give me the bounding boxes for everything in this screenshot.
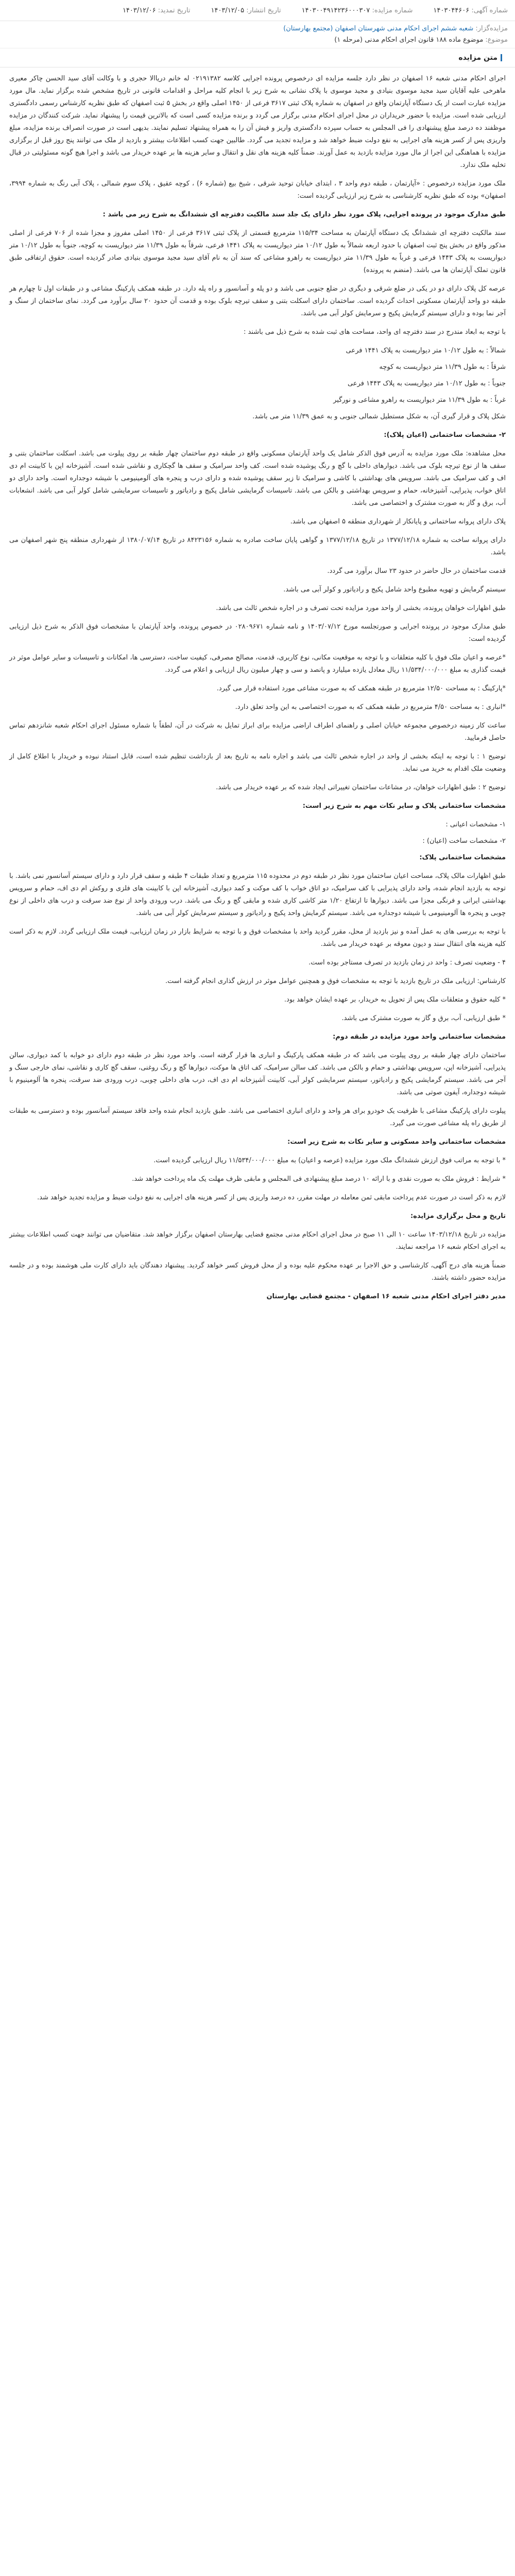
meta-item bbox=[302, 5, 413, 16]
meta-item bbox=[211, 5, 281, 16]
paragraph-heading: مشخصات ساختمانی پلاک و سایر نکات مهم به شرح زیر است: bbox=[302, 802, 506, 810]
paragraph: ضمناً هزینه های درج آگهی، کارشناسی و حق الاجرا بر عهده محکوم علیه بوده و از محل فروش کسر خواهد گردید. پیشنهاد دهندگان باید دارای کارت ملی هوشمند بوده و در جلسه مزایده حضور داشته باشند. bbox=[9, 1262, 506, 1282]
auction-text bbox=[0, 67, 515, 1319]
meta-value: ۱۴۰۳/۱۲/۰۵ bbox=[211, 7, 245, 14]
paragraph: ساعت کار زمینه درخصوص مجموعه خیابان اصلی و راهنمای اطراف اراضی مزایده برای ابراز تمایل به شرکت در آن، لطفاً با شماره مسئول اجرای احکام شعبه شانزدهم تماس حاصل فرمایید. bbox=[9, 722, 506, 742]
meta-value: موضوع ماده ۱۸۸ قانون اجرای احکام مدنی (مرحله ۱) bbox=[334, 36, 484, 44]
paragraph: ساختمان دارای چهار طبقه بر روی پیلوت می باشد که در طبقه همکف پارکینگ و انباری ها قرار گرفته است. واحد مورد نظر در طبقه دوم دارای دو خوابه با کمد دیواری، سالن پذیرایی، آشپزخانه اپن، سرویس بهداشتی و حمام و بالکن می باشد. کف سالن سرامیک، کف اتاق ها موکت، دیوارها گچ و رنگ روغنی، سقف گچ کاری و نقاشی، نمای خارجی سنگ و آجر می باشد. سیستم گرمایشی پکیج و رادیاتور، سیستم سرمایشی کولر آبی، کابینت آشپزخانه ام دی اف، درب های داخلی چوبی، درب ورودی ضد سرقت، پنجره ها آلومینیوم با شیشه دوجداره، آیفون صوتی می باشد. bbox=[9, 1052, 506, 1096]
paragraph: ملک مورد مزایده درخصوص : «آپارتمان ، طبقه دوم واحد ۳ ، ابتدای خیابان توحید شرقی ، شیخ بیع (شماره ۶) ، کوچه عقیق ، پلاک سوم شمالی ، پلاک آبی رنگ به شماره ۳۹۹۴، اصفهان» بوده که طبق نظریه کارشناسی به شرح زیر ارزیابی گردیده است: bbox=[9, 180, 506, 200]
paragraph: غرباً : به طول ۱۱/۳۹ متر دیواریست به راهرو مشاعی و نورگیر bbox=[333, 396, 506, 404]
paragraph: جنوباً : به طول ۱۰/۱۲ متر دیواریست به پلاک ۱۴۴۳ فرعی bbox=[348, 380, 506, 387]
meta-details bbox=[0, 21, 515, 48]
section-title: متن مزایده bbox=[458, 54, 497, 62]
meta-key: مزایده‌گزار: bbox=[475, 25, 508, 32]
paragraph: شرقاً : به طول ۱۱/۳۹ متر دیواریست به کوچه bbox=[379, 363, 506, 371]
paragraph: توضیح ۱ : با توجه به اینکه بخشی از واحد در اجاره شخص ثالث می باشد و اجاره نامه به تاریخ بعد از بازداشت تنظیم شده است، قابل استناد نبوده و خریدار با اطلاع کامل از وضعیت ملک اقدام به خرید می نماید. bbox=[9, 753, 506, 773]
paragraph: طبق اظهارات خواهان پرونده، بخشی از واحد مورد مزایده تحت تصرف و در اجاره شخص ثالث می باشد. bbox=[216, 604, 506, 612]
paragraph: لازم به ذکر است در صورت عدم پرداخت مابقی ثمن معامله در مهلت مقرر، ده درصد واریزی پس از کسر هزینه های اجرایی به نفع دولت ضبط و مزایده تجدید خواهد شد. bbox=[37, 1194, 506, 1201]
auctioneer-link[interactable]: شعبه ششم اجرای احکام مدنی شهرستان اصفهان (مجتمع بهارستان) bbox=[283, 25, 474, 32]
paragraph: پلاک دارای پروانه ساختمانی و پایانکار از شهرداری منطقه ۵ اصفهان می باشد. bbox=[290, 518, 506, 526]
paragraph: مزایده در تاریخ ۱۴۰۳/۱۲/۱۸ ساعت ۱۰ الی ۱۱ صبح در محل اجرای احکام مدنی مجتمع قضایی بهارستان اصفهان برگزار خواهد شد. متقاضیان می توانند جهت کسب اطلاعات بیشتر به اجرای احکام شعبه ۱۶ مراجعه نمایند. bbox=[9, 1231, 506, 1251]
meta-key: تاریخ انتشار: bbox=[246, 7, 281, 14]
meta-value: ۱۴۰۳۰۴۴۶۰۶ bbox=[433, 7, 470, 14]
meta-value: ۱۴۰۳۰۰۴۹۱۴۲۳۶۰۰۰۳۰۷ bbox=[301, 7, 370, 14]
paragraph: پیلوت دارای پارکینگ مشاعی با ظرفیت یک خودرو برای هر واحد و دارای انباری اختصاصی می باشد. طبق بازدید انجام شده واحد فاقد سیستم آسانسور بوده و دسترسی به طبقات از طریق راه پله مشاعی صورت می گیرد. bbox=[9, 1107, 506, 1127]
paragraph: * با توجه به مراتب فوق ارزش ششدانگ ملک مورد مزایده (عرصه و اعیان) به مبلغ ۱۱/۵۳۴/۰۰۰/۰۰۰ ریال ارزیابی گردیده است. bbox=[153, 1157, 506, 1164]
section-marker-icon bbox=[501, 54, 508, 61]
paragraph-heading: مدیر دفتر اجرای احکام مدنی شعبه ۱۶ اصفهان - مجتمع قضایی بهارستان bbox=[266, 1293, 506, 1300]
paragraph: *انباری : به مساحت ۴/۵۰ مترمربع در طبقه همکف که به صورت اختصاصی به این واحد تعلق دارد. bbox=[235, 703, 506, 711]
paragraph: * کلیه حقوق و متعلقات ملک پس از تحویل به خریدار، بر عهده ایشان خواهد بود. bbox=[284, 996, 506, 1004]
paragraph: دارای پروانه ساخت به شماره ۱۳۷۷/۱۲/۱۸ در تاریخ ۱۳۷۷/۱۲/۱۸ و گواهی پایان ساخت صادره به شماره ۸۴۲۳۱۵۶ در تاریخ ۱۳۸۰/۰۷/۱۴ از شهرداری منطقه پنج شهر اصفهان می باشد. bbox=[9, 536, 506, 556]
meta-key: تاریخ تمدید: bbox=[158, 7, 191, 14]
paragraph: کارشناس: ارزیابی ملک در تاریخ بازدید با توجه به مشخصات فوق و همچنین عوامل موثر در ارزش گذاری انجام گرفته است. bbox=[165, 977, 506, 985]
paragraph: سیستم گرمایش و تهویه مطبوع واحد شامل پکیج و رادیاتور و کولر آبی می باشد. bbox=[283, 586, 506, 594]
paragraph: * شرایط : فروش ملک به صورت نقدی و با ارائه ۱۰ درصد مبلغ پیشنهادی فی المجلس و مابقی ظرف مهلت یک ماه پرداخت خواهد شد. bbox=[132, 1175, 506, 1183]
paragraph-heading: مشخصات ساختمانی پلاک: bbox=[419, 854, 506, 861]
meta-key: موضوع: bbox=[485, 36, 508, 44]
meta-item bbox=[433, 5, 508, 16]
paragraph: شمالاً : به طول ۱۰/۱۲ متر دیواریست به پلاک ۱۴۴۱ فرعی bbox=[346, 347, 506, 354]
paragraph: توضیح ۲ : طبق اظهارات خواهان، در مشاعات ساختمان تغییراتی ایجاد شده که بر عهده خریدار می باشد. bbox=[216, 784, 506, 791]
paragraph-heading: مشخصات ساختمانی واحد مسکونی و سایر نکات به شرح زیر است: bbox=[287, 1138, 506, 1146]
paragraph: با توجه به ابعاد مندرج در سند دفترچه ای واحد، مساحت های ثبت شده به شرح ذیل می باشند : bbox=[243, 328, 506, 336]
paragraph: طبق مدارک موجود در پرونده اجرایی و صورتجلسه مورخ ۱۴۰۳/۰۷/۱۲ و نامه شماره ۰۲۸۰۹۶۷۱ در خصوص پرونده، واحد آپارتمان با مشخصات فوق الذکر به شرح ذیل ارزیابی گردیده است: bbox=[9, 623, 506, 643]
section-header bbox=[0, 48, 515, 67]
meta-line bbox=[7, 23, 508, 35]
meta-key: شماره آگهی: bbox=[471, 7, 508, 14]
paragraph: ۴ - وضعیت تصرف : واحد در زمان بازدید در تصرف مستاجر بوده است. bbox=[308, 959, 506, 967]
paragraph-heading: طبق مدارک موجود در پرونده اجرایی، پلاک مورد نظر دارای یک جلد سند مالکیت دفترچه ای ششدانگ به شرح زیر می باشد : bbox=[102, 211, 506, 218]
meta-bar bbox=[0, 0, 515, 21]
paragraph: *پارکینگ : به مساحت ۱۲/۵۰ مترمربع در طبقه همکف که به صورت مشاعی مورد استفاده قرار می گیرد. bbox=[216, 685, 506, 692]
paragraph: شکل پلاک و قرار گیری آن، به شکل مستطیل شمالی جنوبی و به عمق ۱۱/۳۹ متر می باشد. bbox=[252, 413, 506, 420]
paragraph: عرصه کل پلاک دارای دو در یکی در ضلع شرقی و دیگری در ضلع جنوبی می باشد و دو پله و آسانسور و راه پله دارد. در طبقه همکف پارکینگ مشاعی و در طبقات اول تا چهارم هر طبقه دو واحد آپارتمان مسکونی احداث گردیده است. ساختمان دارای اسکلت بتنی و سقف تیرچه بلوک بوده و قدمت آن حدود ۲۰ سال برآورد می گردد. نمای ساختمان از سنگ و آجر نما بوده و دارای سیستم گرمایش پکیج و سرمایش کولر آبی می باشد. bbox=[9, 285, 506, 317]
meta-line bbox=[7, 35, 508, 46]
meta-item bbox=[123, 5, 191, 16]
meta-key: شماره مزایده: bbox=[372, 7, 413, 14]
paragraph: محل مشاهده: ملک مورد مزایده به آدرس فوق الذکر شامل یک واحد آپارتمان مسکونی واقع در طبقه دوم ساختمان چهار طبقه بر روی پیلوت می باشد. اسکلت ساختمان بتنی و سقف ها از نوع تیرچه بلوک می باشد. دیوارهای داخلی با گچ و رنگ پوشیده شده است. کف واحد سرامیک و سقف ها گچکاری و نقاشی شده است. آشپزخانه اپن با کابینت ام دی اف و کف سرامیک می باشد. سرویس های بهداشتی با کاشی و سرامیک تا زیر سقف پوشیده شده و دارای درب و پنجره های آلومینیومی با شیشه دوجداره است. واحد دارای دو اتاق خواب، پذیرایی، آشپزخانه، حمام و سرویس بهداشتی و بالکن می باشد. تاسیسات گرمایشی شامل پکیج و رادیاتور و تاسیسات سرمایشی شامل کولر آبی می باشد. انشعابات آب، برق و گاز به صورت مشترک و اختصاصی می باشد. bbox=[9, 450, 506, 507]
paragraph: اجرای احکام مدنی شعبه ۱۶ اصفهان در نظر دارد جلسه مزایده ای درخصوص پرونده اجرایی کلاسه ۰۲۱۹۱۳۸۲ له خانم دریاالا حجری و با وکالت آقای سید الحسن چاکر معیری ماهرخی علیه آقایان سید مجید موسوی بنیادی و مجید موسوی با پلاک نشانی به شرح زیر با انجام کلیه مراحل و اقدامات قانونی در تاریخ مشخص شده برگزار نماید. مال مورد مزایده عبارت است از یک دستگاه آپارتمان واقع در اصفهان به شماره پلاک ثبتی ۳۶۱۷ فرعی از ۱۴۵۰ اصلی واقع در بخش ۵ ثبت اصفهان که طبق نظریه کارشناس رسمی دادگستری ارزیابی شده است. مزایده با حضور خریداران در محل اجرای احکام مدنی برگزار می گردد و برنده مزایده کسی است که بالاترین قیمت را پیشنهاد نماید. شرکت کنندگان در مزایده موظفند ده درصد مبلغ پیشنهادی را فی المجلس به حساب سپرده دادگستری واریز و فیش آن را به همراه پیشنهاد تسلیم نمایند. بدیهی است در صورت انصراف برنده مزایده، مبلغ واریزی پس از کسر هزینه های اجرایی به نفع دولت ضبط خواهد شد و مزایده تجدید می گردد. طالبین جهت کسب اطلاعات بیشتر و بازدید از ملک می توانند پنج روز قبل از برگزاری مزایده با هماهنگی این اجرا از مال مورد مزایده بازدید به عمل آورند. ضمناً کلیه هزینه های نقل و انتقال و سایر هزینه ها بر عهده خریدار می باشد و اجرا هیچ گونه مسئولیتی در قبال تخلیه ملک ندارد. bbox=[9, 75, 506, 169]
paragraph: سند مالکیت دفترچه ای ششدانگ یک دستگاه آپارتمان به مساحت ۱۱۵/۳۴ مترمربع قسمتی از پلاک ثبتی ۳۶۱۷ فرعی از ۱۴۵۰ اصلی مفروز و مجزا شده از ۷۰۶ فرعی از اصلی مذکور واقع در بخش پنج ثبت اصفهان با حدود اربعه شمالاً به طول ۱۰/۱۲ متر دیواریست به پلاک ۱۴۴۱ فرعی، شرقاً به طول ۱۱/۳۹ متر دیواریست به کوچه، جنوباً به طول ۱۰/۱۲ متر دیواریست به پلاک ۱۴۴۳ فرعی و غرباً به طول ۱۱/۳۹ متر دیواریست به راهرو مشاعی که سند آن به نام آقای سید مجید موسوی بنیادی صادر گردیده است. حقوق ارتفاقی طبق قانون تملک آپارتمان ها می باشد. (منضم به پرونده) bbox=[9, 229, 506, 274]
paragraph: با توجه به بررسی های به عمل آمده و نیز بازدید از محل، مقرر گردید واحد با مشخصات فوق و با توجه به شرایط بازار در زمان ارزیابی، قیمت ملک ارزیابی گردد. لازم به ذکر است کلیه هزینه های انتقال سند و دیون معوقه بر عهده خریدار می باشد. bbox=[9, 928, 506, 948]
paragraph: ۱- مشخصات اعیانی : bbox=[445, 821, 506, 828]
paragraph: * طبق ارزیابی، آب، برق و گاز به صورت مشترک می باشد. bbox=[341, 1014, 506, 1022]
paragraph: طبق اظهارات مالک پلاک، مساحت اعیان ساختمان مورد نظر در طبقه دوم در محدوده ۱۱۵ مترمربع و تعداد طبقات ۴ طبقه و سقف قرار دارد و دارای سیستم آسانسور نمی باشد. با توجه به بازدید انجام شده، واحد دارای پذیرایی با کف سرامیک، دو اتاق خواب با کف موکت و کمد دیواری، آشپزخانه اپن با کابینت های فلزی و روکش ام دی اف، حمام و سرویس بهداشتی ایرانی و فرنگی مجزا می باشد. دیوارها تا ارتفاع ۱/۲۰ متر کاشی کاری شده و مابقی گچ و رنگ می باشد. درب ورودی واحد از نوع ضد سرقت و درب های داخلی از نوع چوبی و پنجره ها آلومینیومی با شیشه دوجداره می باشد. سیستم گرمایش واحد پکیج و رادیاتور و سیستم سرمایش کولر آبی می باشد. bbox=[9, 872, 506, 917]
paragraph: قدمت ساختمان در حال حاضر در حدود ۲۳ سال برآورد می گردد. bbox=[327, 567, 506, 575]
paragraph-heading: ۲- مشخصات ساختمانی (اعیان پلاک): bbox=[384, 431, 506, 439]
paragraph-heading: مشخصات ساختمانی واحد مورد مزایده در طبقه دوم: bbox=[333, 1033, 506, 1041]
paragraph: ۲- مشخصات ساخت (اعیان) : bbox=[422, 837, 506, 845]
paragraph: *عرصه و اعیان ملک فوق با کلیه متعلقات و با توجه به موقعیت مکانی، نوع کاربری، قدمت، مصالح مصرفی، کیفیت ساخت، دسترسی ها، امکانات و تاسیسات و سایر عوامل موثر در قیمت گذاری به مبلغ ۱۱/۵۳۴/۰۰۰/۰۰۰ ریال معادل یازده میلیارد و پانصد و سی و چهار میلیون ریال ارزیابی و اعلام می گردد. bbox=[9, 654, 506, 674]
paragraph-heading: تاریخ و محل برگزاری مزایده: bbox=[410, 1212, 506, 1220]
meta-value: ۱۴۰۳/۱۲/۰۶ bbox=[122, 7, 156, 14]
